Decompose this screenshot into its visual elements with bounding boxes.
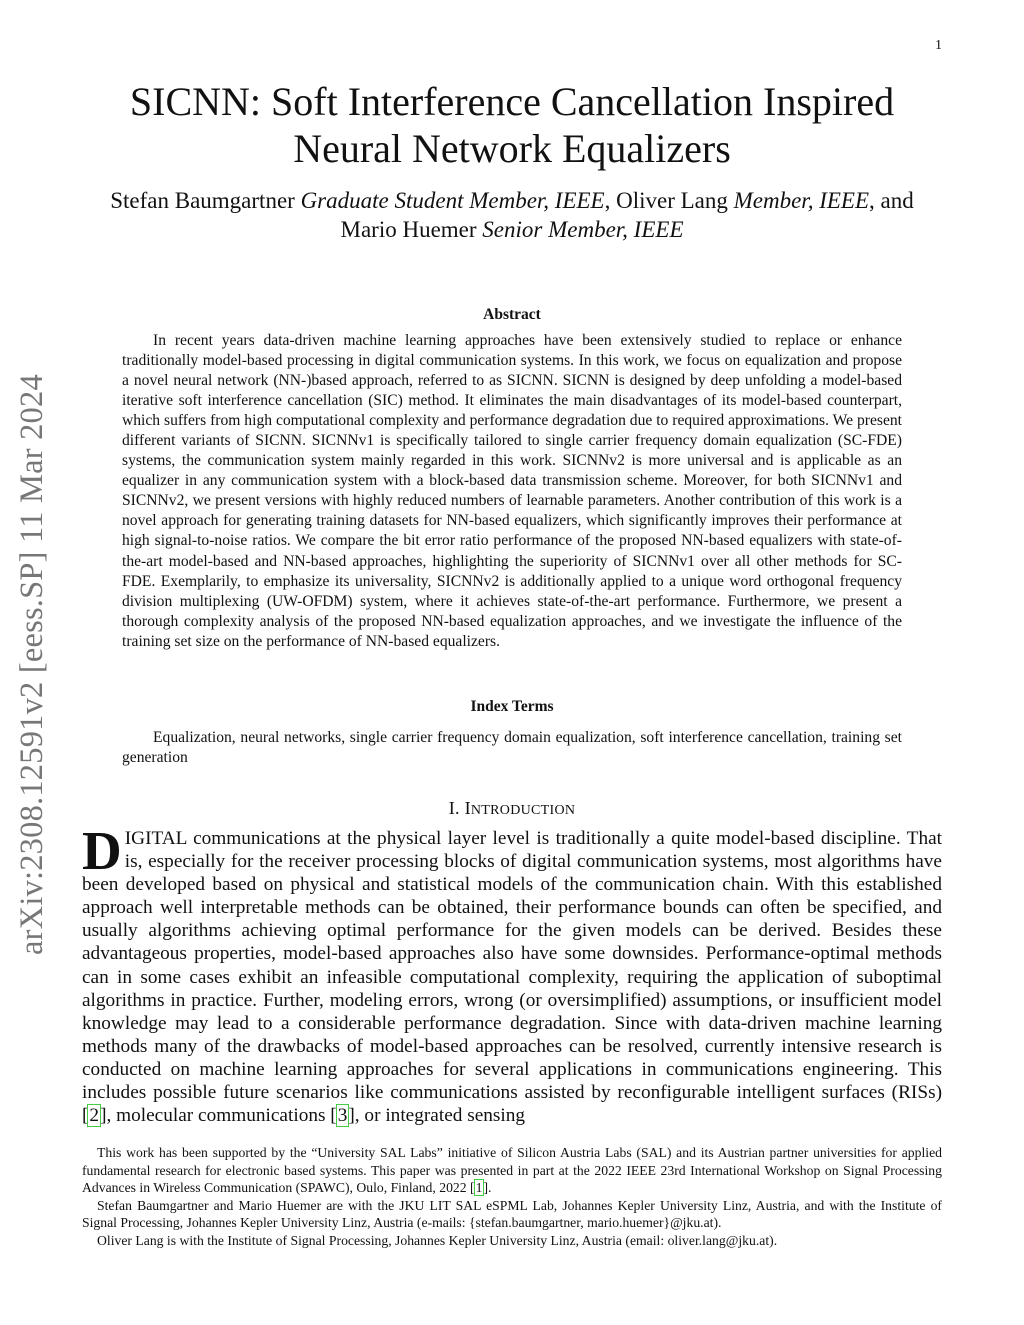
title-line-1: SICNN: Soft Interference Cancellation Inspired <box>129 79 895 124</box>
page-number: 1 <box>935 38 942 53</box>
author-affiliation: Graduate Student Member, IEEE <box>300 188 605 213</box>
abstract-heading: Abstract <box>483 306 541 323</box>
title-line-2: Neural Network Equalizers <box>293 126 731 171</box>
footnote-funding-end: ]. <box>483 1180 492 1196</box>
author-name: Mario Huemer <box>340 217 477 242</box>
footnote-affiliation-1: Stefan Baumgartner and Mario Huemer are with the JKU LIT SAL eSPML Lab, Johannes Kepler University Linz, Austria, and with the Institute of Signal Processing, Johannes Kepler University Linz, Austria (e-mails: {stefan.baumgartner, mario.huemer}@jku.at). <box>82 1197 942 1231</box>
author-name: Stefan Baumgartner <box>110 188 295 213</box>
citation-link-2[interactable]: 2 <box>89 1105 100 1127</box>
index-terms-body: Equalization, neural networks, single carrier frequency domain equalization, soft interference cancellation, training set generation <box>122 729 902 766</box>
intro-text-part-3: ], or integrated sensing <box>348 1105 526 1127</box>
paper-title <box>0 78 1024 172</box>
author-separator: , <box>604 188 617 213</box>
intro-text-part-1: IGITAL communications at the physical layer level is traditionally a quite model-based discipline. That is, especially for the receiver processing blocks of digital communication systems, most algorithms have been developed based on physical and statistical models of the communication chain. With this established approach well interpretable methods can be obtained, their performance bounds can often be specified, and usually algorithms achieving optimal performance for the given models can be derived. Besides these advantageous properties, model-based approaches also have some downsides. Performance-optimal methods can in some cases exhibit an infeasible computational complexity, requiring the application of suboptimal algorithms in practice. Further, modeling errors, wrong (or oversimplified) assumptions, or insufficient model knowledge may lead to a considerable performance degradation. Since with data-driven machine learning methods many of the drawbacks of model-based approaches can be resolved, currently intensive research is conducted on machine learning approaches for several applications in communications engineering. This includes possible future scenarios like communications assisted by reconfigurable intelligent surfaces (RISs) [ <box>82 828 942 1127</box>
citation-link-1[interactable]: 1 <box>475 1180 483 1196</box>
section-heading-introduction <box>0 798 1024 819</box>
section-title-rest: NTRODUCTION <box>470 803 576 818</box>
author-affiliation: Senior Member, IEEE <box>482 217 684 242</box>
arxiv-identifier-stamp: arXiv:2308.12591v2 [eess.SP] 11 Mar 2024 <box>14 374 50 955</box>
introduction-paragraph <box>82 820 942 1127</box>
section-numeral: I. <box>448 798 465 818</box>
footnote-funding-text: This work has been supported by the “University SAL Labs” initiative of Silicon Austria Labs (SAL) and its Austrian partner universities for applied fundamental research for electronic based systems. This paper was presented in part at the 2022 IEEE 23rd International Workshop on Signal Processing Advances in Wireless Communication (SPAWC), Oulo, Finland, 2022 [ <box>82 1145 942 1196</box>
author-name: Oliver Lang <box>616 188 728 213</box>
author-list <box>80 186 944 244</box>
author-separator: , and <box>869 188 914 213</box>
citation-link-3[interactable]: 3 <box>337 1105 348 1127</box>
footnote-funding <box>82 1144 942 1197</box>
footnote-affiliation-2: Oliver Lang is with the Institute of Signal Processing, Johannes Kepler University Linz, Austria (email: oliver.lang@jku.at). <box>97 1232 778 1248</box>
intro-text-part-2: ], molecular communications [ <box>100 1105 337 1127</box>
section-title-initial: I <box>464 798 471 818</box>
index-terms-heading: Index Terms <box>470 698 554 715</box>
author-affiliation: Member, IEEE <box>733 188 870 213</box>
drop-cap-letter: D <box>82 820 122 881</box>
abstract-body: In recent years data-driven machine learning approaches have been extensively studied to replace or enhance traditionally model-based processing in digital communication systems. In this work, we focus on equalization and propose a novel neural network (NN-)based approach, referred to as SICNN. SICNN is designed by deep unfolding a model-based iterative soft interference cancellation (SIC) method. It eliminates the main disadvantages of its model-based counterpart, which suffers from high computational complexity and performance degradation due to required approximations. We present different variants of SICNN. SICNNv1 is specifically tailored to single carrier frequency domain equalization (SC-FDE) systems, the communication system mainly regarded in this work. SICNNv2 is more universal and is applicable as an equalizer in any communication system with a block-based data transmission scheme. Moreover, for both SICNNv1 and SICNNv2, we present versions with highly reduced numbers of learnable parameters. Another contribution of this work is a novel approach for generating training datasets for NN-based equalizers, which significantly improves their performance at high signal-to-noise ratios. We compare the bit error ratio performance of the proposed NN-based equalizers with state-of-the-art model-based and NN-based approaches, highlighting the superiority of SICNNv1 over all other methods for SC-FDE. Exemplarily, to emphasize its universality, SICNNv2 is additionally applied to a unique word orthogonal frequency division multiplexing (UW-OFDM) system, where it achieves state-of-the-art performance. Furthermore, we present a thorough complexity analysis of the proposed NN-based equalization approaches, and we investigate the influence of the training set size on the performance of NN-based equalizers. <box>122 332 902 650</box>
footnotes <box>82 1144 942 1250</box>
